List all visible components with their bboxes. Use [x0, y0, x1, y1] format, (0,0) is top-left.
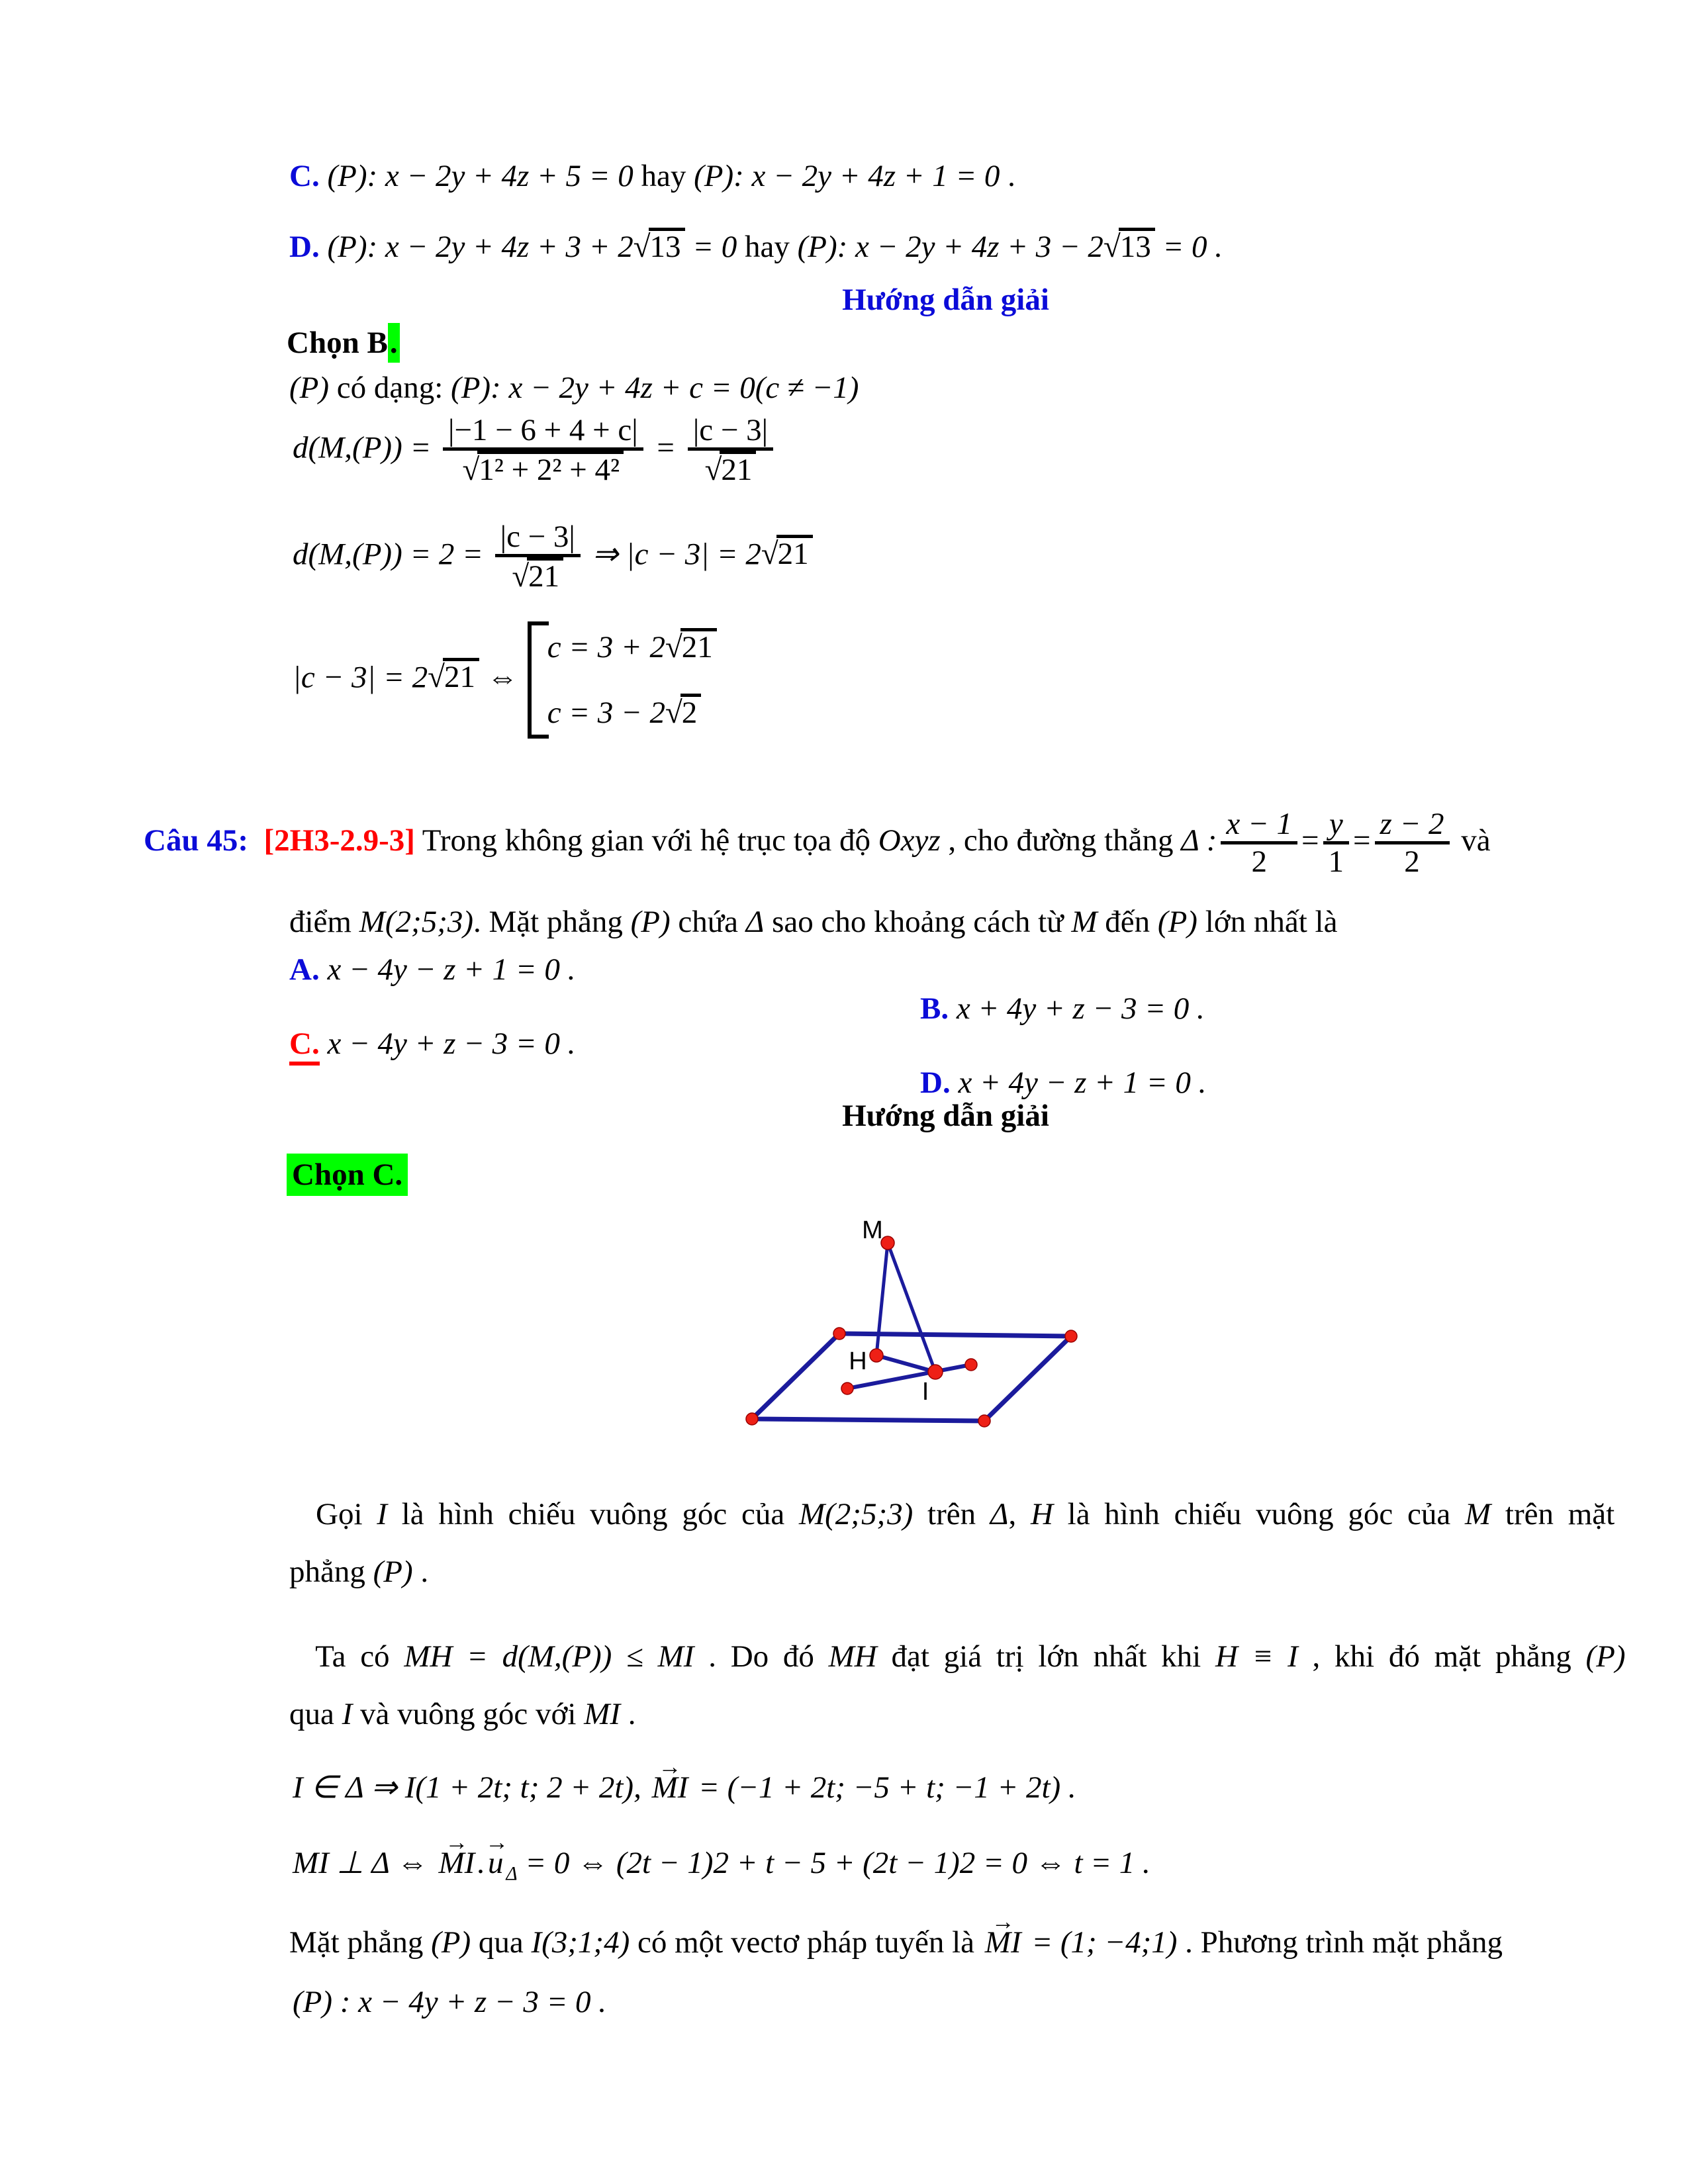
segment-m-h: [876, 1243, 888, 1355]
math-p2: (P): [1157, 904, 1197, 939]
question-number: Câu 45:: [144, 823, 248, 858]
option-letter-a: A.: [289, 952, 320, 987]
math-implication: ⇒ |c − 3| = 2: [584, 537, 761, 572]
p2-text-a: Ta có: [315, 1639, 404, 1674]
stem2-text-f: lớn nhất là: [1197, 904, 1338, 939]
option-d-math-2: = 0: [684, 229, 737, 264]
sqrt-21-b: [761, 535, 813, 574]
option-c-conj: hay: [633, 158, 694, 193]
radical-sign: √: [665, 629, 682, 664]
math-lead: d(M,(P)) =: [293, 430, 439, 465]
stem2-text-e: đến: [1097, 904, 1158, 939]
math-m: M: [1464, 1496, 1491, 1531]
point-i-dot: [928, 1365, 943, 1379]
case-1: [547, 628, 717, 667]
math-p: (P): [373, 1554, 413, 1589]
numerator: |−1 − 6 + 4 + c|: [443, 413, 643, 451]
p1b-text: phẳng: [289, 1554, 373, 1589]
sqrt-21-case: [665, 628, 717, 667]
delta-endpoint-dot: [965, 1359, 977, 1371]
math-delta: Δ: [990, 1496, 1009, 1531]
p2b-text-a: qua: [289, 1696, 342, 1731]
cases-formula: [261, 582, 717, 778]
p3-text-a: Mặt phẳng: [289, 1925, 432, 1960]
option-a-math: x − 4y − z + 1 = 0 .: [327, 952, 576, 987]
p2-text-b: . Do đó: [694, 1639, 829, 1674]
segment-m-i: [888, 1243, 935, 1372]
option-letter-c: C.: [289, 158, 320, 193]
math-i-in-delta: I ∈ Δ ⇒ I(1 + 2t; t; 2 + 2t),: [293, 1770, 649, 1805]
case-2-math: c = 3 − 2: [547, 695, 665, 730]
projection-diagram: [722, 1201, 1119, 1439]
p3-text-b: qua: [471, 1925, 532, 1960]
p1-text-a: Gọi: [316, 1496, 377, 1531]
math-delta: Δ: [745, 904, 765, 939]
chon-c-highlighted: Chọn C.: [287, 1154, 408, 1196]
vector-mi: MI →: [649, 1768, 691, 1807]
denominator: 1: [1328, 844, 1344, 880]
math-lead: d(M,(P)) = 2 =: [293, 537, 491, 572]
green-highlight-cursor: .: [388, 323, 400, 363]
radical-sign: √: [428, 660, 445, 695]
stem-text-3: và: [1453, 823, 1491, 858]
option-d-conj: hay: [737, 229, 798, 264]
gap: [320, 952, 328, 987]
point-h-dot: [870, 1349, 883, 1362]
p2-text-d: , khi đó mặt phẳng: [1297, 1639, 1586, 1674]
radical-sign: √: [704, 453, 722, 488]
math-p: (P): [289, 370, 330, 405]
math-point-m: M(2;5;3): [359, 904, 473, 939]
gap: [248, 823, 264, 858]
radical-sign: √: [462, 453, 480, 488]
radicand: 21: [776, 535, 813, 570]
point-m-dot: [881, 1236, 894, 1250]
chon-b-text: Chọn B: [287, 325, 388, 360]
cases-bracket: [528, 621, 717, 739]
radicand: 21: [720, 451, 756, 486]
p1-text-c: trên: [913, 1496, 990, 1531]
option-d-math: x + 4y − z + 1 = 0 .: [958, 1065, 1207, 1100]
math-i314: I(3;1;4): [531, 1925, 630, 1960]
subscript-delta: Δ: [506, 1863, 518, 1885]
solution-heading-text: Hướng dẫn giải: [842, 1098, 1049, 1133]
vertex-dot: [1065, 1330, 1077, 1342]
stem2-text-c: chứa: [670, 904, 746, 939]
radical-sign: √: [665, 695, 682, 730]
math-p: (P): [630, 904, 671, 939]
question-code: [2H3-2.9-3]: [263, 823, 415, 858]
option-letter-b: B.: [920, 991, 949, 1026]
option-c-math: x − 4y + z − 3 = 0 .: [327, 1026, 576, 1061]
math-mh-inequality: MH = d(M,(P)) ≤ MI: [404, 1639, 694, 1674]
iff-symbol: ⇔: [479, 660, 518, 695]
option-c-math-2: (P): x − 2y + 4z + 1 = 0: [694, 158, 1000, 193]
final-plane-equation: [261, 1944, 606, 2060]
vertex-dot: [833, 1328, 845, 1340]
label-i: I: [921, 1378, 929, 1406]
gap: [320, 1026, 328, 1061]
option-d-math-4: = 0 .: [1154, 229, 1223, 264]
option-a: [289, 952, 575, 987]
math-delta: Δ :: [1181, 823, 1217, 858]
option-d-math-3: (P): x − 2y + 4z + 3 − 2: [797, 229, 1103, 264]
radicand: 2: [680, 694, 702, 729]
option-d-math-1: (P): x − 2y + 4z + 3 + 2: [327, 229, 633, 264]
numerator: z − 2: [1375, 807, 1450, 845]
fraction: [443, 413, 643, 488]
math-m: M: [1071, 904, 1098, 939]
option-b-math: x + 4y + z − 3 = 0 .: [956, 991, 1205, 1026]
p2-text-c: đạt giá trị lớn nhất khi: [876, 1639, 1215, 1674]
case-1-math: c = 3 + 2: [547, 629, 665, 664]
math-p: (P): [431, 1925, 471, 1960]
math-mi-perp: MI ⊥ Δ ⇔: [293, 1845, 436, 1880]
denominator: 2: [1251, 844, 1267, 880]
radical-sign: √: [761, 537, 778, 572]
numerator: |c − 3|: [688, 413, 773, 451]
dot-product: .: [477, 1845, 486, 1880]
stem-text-2: , cho đường thẳng: [940, 823, 1182, 858]
radicand: 21: [680, 628, 717, 664]
fraction: [688, 413, 773, 488]
math-oxyz: Oxyz: [878, 823, 941, 858]
radical-sign: √: [633, 229, 651, 264]
math-mh: MH: [828, 1639, 877, 1674]
math-final-equation: (P) : x − 4y + z − 3 = 0 .: [293, 1984, 607, 2019]
math-i: I: [377, 1496, 387, 1531]
solution-heading-text: Hướng dẫn giải: [842, 282, 1049, 317]
solution-paragraph-1: [258, 1456, 1615, 1572]
radical-sign: √: [1103, 229, 1121, 264]
math-m253: M(2;5;3): [799, 1496, 914, 1531]
vertex-dot: [978, 1415, 990, 1427]
radicand: 13: [1119, 228, 1155, 263]
p3-text-e: . Phương trình mặt phẳng: [1177, 1925, 1503, 1960]
text-co-dang: có dạng:: [329, 370, 451, 405]
equals: =: [647, 430, 684, 465]
math-mi-components: = (−1 + 2t; −5 + t; −1 + 2t) .: [690, 1770, 1076, 1805]
numerator: x − 1: [1221, 807, 1297, 845]
sqrt-2-case: [665, 694, 701, 733]
radicand: 21: [527, 557, 563, 593]
option-letter-d: D.: [920, 1065, 951, 1100]
math-h: H: [1030, 1496, 1053, 1531]
delta-endpoint-dot: [841, 1383, 853, 1394]
case-2: [547, 694, 717, 733]
vector-u: u →: [485, 1844, 506, 1883]
p1-text-e: là hình chiếu vuông góc của: [1053, 1496, 1465, 1531]
math-lead: |c − 3| = 2: [293, 660, 428, 695]
option-c-end: .: [1000, 158, 1015, 193]
p2b-text-b: và vuông góc với: [352, 1696, 585, 1731]
math-mi: MI: [584, 1696, 620, 1731]
radicand: 13: [649, 228, 685, 263]
segment-h-i: [876, 1355, 935, 1372]
p1-text-f: trên mặt: [1491, 1496, 1615, 1531]
p1b-end: .: [412, 1554, 429, 1589]
vector-mi: MI →: [436, 1844, 477, 1883]
numerator: |c − 3|: [495, 520, 581, 558]
stem-text-1: Trong không gian với hệ trục tọa độ: [414, 823, 878, 858]
denominator: 2: [1404, 844, 1420, 880]
fraction-z: [1375, 807, 1450, 880]
stem2-text-b: . Mặt phẳng: [473, 904, 631, 939]
math-plane-equation: (P): x − 2y + 4z + c = 0: [451, 370, 755, 405]
gap: [320, 159, 328, 193]
math-condition: (c ≠ −1): [755, 370, 859, 405]
answer-choice-line-q45: [256, 1116, 408, 1233]
numerator: y: [1323, 807, 1350, 845]
stem2-text-a: điểm: [289, 904, 359, 939]
sqrt-21-c: [428, 658, 479, 697]
math-normal-vector: = (1; −4;1): [1023, 1925, 1178, 1960]
label-m: M: [862, 1216, 883, 1244]
label-h: H: [849, 1347, 867, 1375]
option-letter-c-underlined: C.: [289, 1026, 320, 1066]
math-solve-t: = 0 ⇔ (2t − 1)2 + t − 5 + (2t − 1)2 = 0 ⇔ t = 1 .: [517, 1845, 1150, 1880]
solution-heading-q45: [258, 1058, 1602, 1174]
p1-text-b: là hình chiếu vuông góc của: [387, 1496, 799, 1531]
radical-sign: √: [512, 559, 530, 594]
radicand: 1² + 2² + 4²: [477, 451, 624, 486]
radicand: 21: [443, 658, 479, 694]
option-c-math-1: (P): x − 2y + 4z + 5 = 0: [327, 158, 633, 193]
p3-text-c: có một vectơ pháp tuyến là: [630, 1925, 982, 1960]
math-h-equiv-i: H ≡ I: [1215, 1639, 1298, 1674]
option-letter-d: D.: [289, 229, 320, 264]
p2b-end: .: [620, 1696, 636, 1731]
stem2-text-d: sao cho khoảng cách từ: [764, 904, 1072, 939]
vector-mi: MI →: [982, 1923, 1024, 1962]
math-p: (P): [1585, 1639, 1626, 1674]
vertex-dot: [746, 1413, 758, 1425]
equals: =: [1353, 823, 1371, 858]
p1-text-d: ,: [1008, 1496, 1031, 1531]
equals: =: [1301, 823, 1319, 858]
math-i: I: [342, 1696, 353, 1731]
